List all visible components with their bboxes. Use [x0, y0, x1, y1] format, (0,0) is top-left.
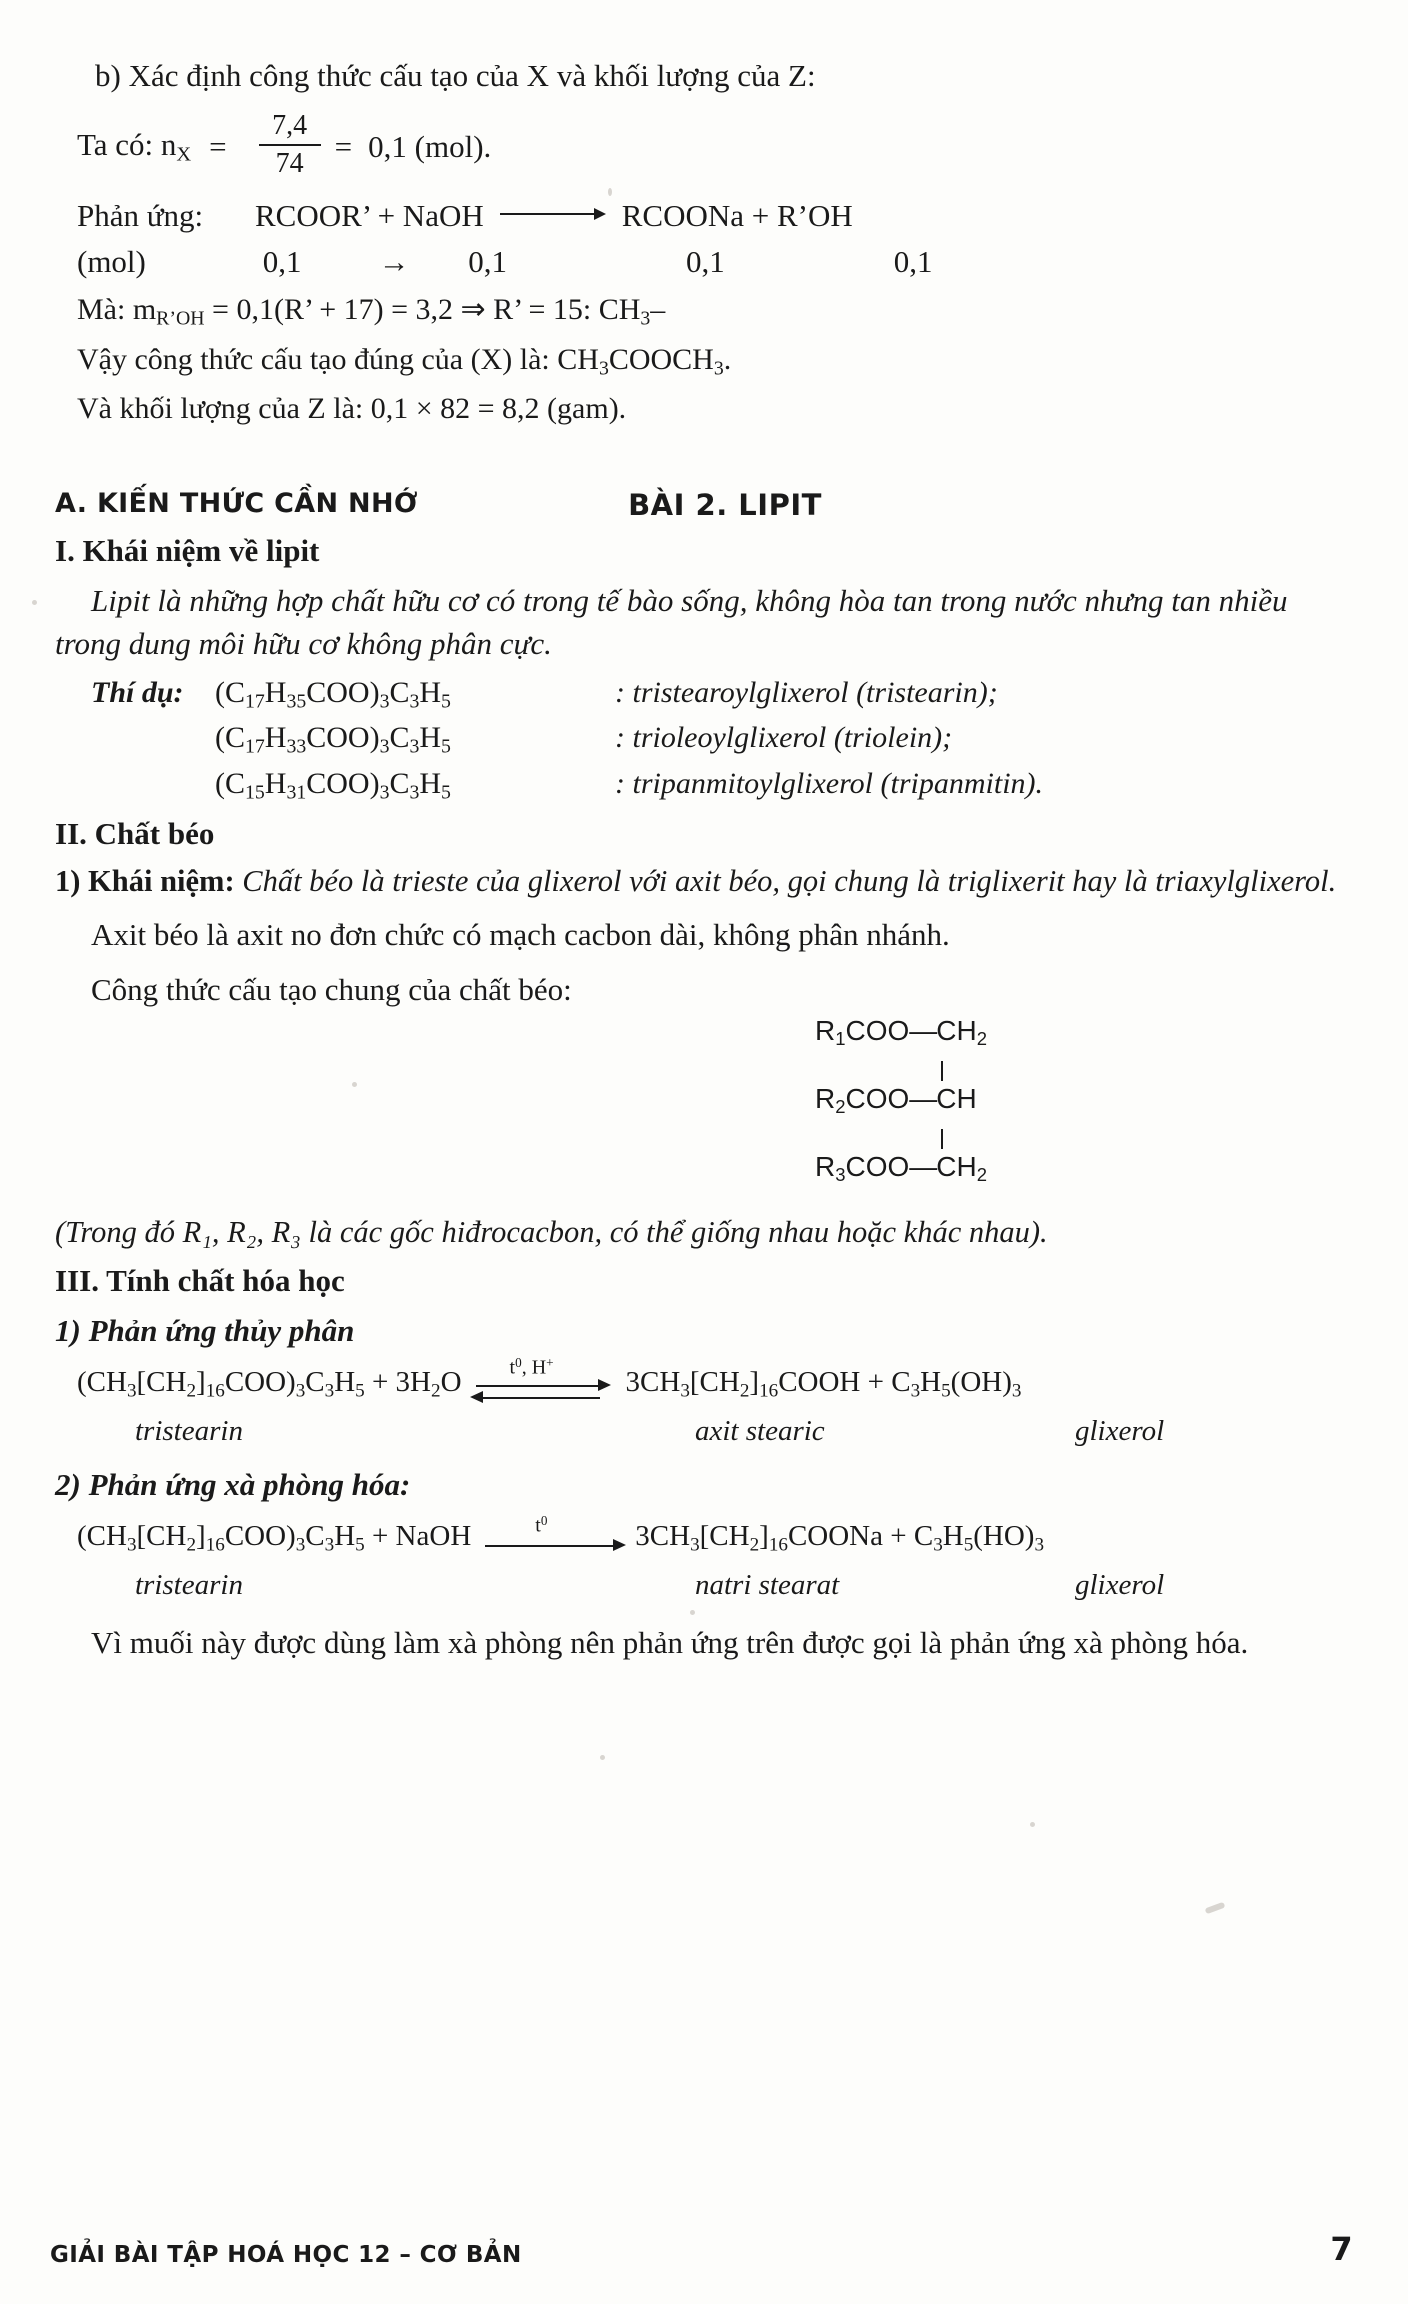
reaction-products: RCOONa + R’OH: [621, 198, 853, 233]
vay-subscript-1: 3: [598, 357, 609, 380]
solution-b-heading: b) Xác định công thức cấu tạo của X và khối lượng của Z:: [95, 58, 816, 93]
triglyceride-structure: [815, 1017, 1355, 1197]
ma-tail: –: [650, 293, 666, 326]
saponification-equation: [77, 1511, 1355, 1565]
equals-sign-1: =: [209, 129, 227, 164]
saponification-left: $(CH_3[CH_2]_{16}COO)_3C_3H_5$ + NaOH: [77, 1520, 472, 1556]
fraction-bar: [259, 144, 321, 146]
reaction-reactants: RCOOR’ + NaOH: [255, 198, 484, 233]
reaction-2-heading: 2) Phản ứng xà phòng hóa:: [55, 1467, 411, 1503]
khai-niem-text: Chất béo là trieste của glixerol với axit béo, gọi chung là triglixerit hay là triaxylglixerol.: [242, 864, 1337, 899]
caption-glixerol-2: glixerol: [1075, 1569, 1165, 1602]
mol-value-1: 0,1: [262, 244, 302, 279]
reaction-equation-row: [77, 198, 1355, 234]
n-x-subscript: X: [176, 143, 192, 166]
reaction-arrow-2-icon: [479, 1511, 627, 1565]
ma-subscript-2: 3: [640, 307, 651, 330]
mol-arrow: →: [378, 244, 410, 279]
part-2-heading: II. Chất béo: [55, 816, 215, 852]
example-formula-3: $(C_{15}H_{31}COO)_3C_3H_5$: [215, 766, 451, 804]
vay-line: [77, 343, 1355, 381]
section-a-heading: A. KIẾN THỨC CẦN NHỚ: [55, 488, 418, 520]
saponification-right: $3CH_3[CH_2]_{16}COONa + C_3H_5(HO)_3$: [635, 1520, 1045, 1556]
n-x-calculation: [77, 110, 1355, 184]
lipit-definition: Lipit là những hợp chất hữu cơ có trong tế bào sống, không hòa tan trong nước nhưng tan nhiều trong dung môi hữu cơ không phân cực.: [55, 583, 1288, 662]
ma-subscript: R’OH: [156, 307, 205, 330]
khai-niem-paragraph: [55, 860, 1355, 902]
congthuc-line: Công thức cấu tạo chung của chất béo:: [91, 971, 572, 1007]
paper-speck: [600, 1755, 605, 1760]
khoiluong-line: Và khối lượng của Z là: 0,1 × 82 = 8,2 (gam).: [77, 392, 627, 426]
axit-beo-line: Axit béo là axit no đơn chức có mạch cacbon dài, không phân nhánh.: [91, 916, 950, 952]
part-3-heading: III. Tính chất hóa học: [55, 1263, 345, 1299]
lesson-title: BÀI 2. LIPIT: [628, 488, 822, 523]
part-1-heading: I. Khái niệm về lipit: [55, 533, 320, 569]
reaction-condition-1: $t^0$, H+: [509, 1355, 554, 1379]
fraction-denominator: 74: [275, 148, 304, 179]
vay-tail: .: [723, 342, 732, 376]
reaction-arrow-icon: [500, 208, 606, 220]
hydrolysis-right: $3CH_3[CH_2]_{16}COOH + C_3H_5(OH)_3$: [625, 1366, 1022, 1402]
footer-page-number: 7: [1330, 2230, 1353, 2268]
example-name-1: : tristearoylglixerol (tristearin);: [615, 675, 998, 709]
fraction: [259, 111, 321, 179]
example-name-3: : tripanmitoylglixerol (tripanmitin).: [615, 766, 1044, 800]
structure-line-2: $R_2COO—CH$: [815, 1083, 977, 1118]
vay-mid: COOCH: [608, 342, 714, 376]
n-x-value: 0,1 (mol).: [368, 129, 492, 164]
bond-line-1: [941, 1061, 943, 1081]
saponification-captions: [55, 1569, 1355, 1609]
reaction-condition-2: $t^0$: [535, 1513, 548, 1537]
vay-prefix: Vậy công thức cấu tạo đúng của (X) là: CH: [77, 342, 599, 376]
example-formula-2: $(C_{17}H_{33}COO)_3C_3H_5$: [215, 721, 451, 758]
mol-value-4: 0,1: [893, 244, 933, 279]
equilibrium-arrow-icon: [470, 1357, 618, 1411]
reaction-label: Phản ứng:: [77, 198, 204, 233]
hydrolysis-left: $(CH_3[CH_2]_{16}COO)_3C_3H_5 + 3H_2O$: [77, 1366, 462, 1402]
ma-line: [77, 292, 1355, 331]
ma-prefix: Mà: m: [77, 293, 157, 326]
hydrolysis-equation: [77, 1357, 1355, 1411]
footer-book-title: GIẢI BÀI TẬP HOÁ HỌC 12 – CƠ BẢN: [50, 2242, 522, 2268]
paper-speck: [1205, 1902, 1226, 1914]
khai-niem-label: 1) Khái niệm:: [55, 864, 235, 899]
mol-value-3: 0,1: [686, 244, 725, 279]
structure-note: (Trong đó R₁, R₂, R₃ là các gốc hiđrocacbon, có thể giống nhau hoặc khác nhau).: [55, 1215, 1048, 1250]
caption-tristearin-2: tristearin: [135, 1569, 243, 1602]
ma-rest: = 0,1(R’ + 17) = 3,2 ⇒ R’ = 15: CH: [204, 293, 641, 326]
caption-glixerol-1: glixerol: [1075, 1415, 1165, 1448]
caption-tristearin-1: tristearin: [135, 1415, 243, 1448]
n-x-label: Ta có: $n_X$: [77, 127, 192, 166]
page-footer: [50, 2230, 1353, 2268]
example-name-2: : trioleoylglixerol (triolein);: [615, 721, 953, 755]
fraction-numerator: 7,4: [272, 109, 308, 141]
bond-line-2: [941, 1129, 943, 1149]
paper-speck: [1030, 1822, 1035, 1827]
mol-label: (mol): [77, 244, 146, 279]
mol-value-2: 0,1: [468, 244, 507, 279]
examples-table: [55, 676, 1355, 805]
caption-axit-stearic: axit stearic: [695, 1415, 825, 1448]
equals-sign-2: =: [334, 129, 353, 164]
reaction-1-heading: 1) Phản ứng thủy phân: [55, 1313, 355, 1349]
structure-line-3: $R_3COO—CH_2$: [815, 1151, 988, 1186]
closing-paragraph: [55, 1621, 1355, 1664]
caption-natri-stearat: natri stearat: [695, 1569, 840, 1602]
mol-quantities-row: [77, 244, 1355, 280]
example-label: Thí dụ:: [91, 675, 184, 709]
paper-speck: [32, 600, 37, 605]
page-content: [55, 58, 1355, 1665]
example-formula-1: $(C_{17}H_{35}COO)_3C_3H_5$: [215, 675, 451, 713]
closing-text: Vì muối này được dùng làm xà phòng nên phản ứng trên được gọi là phản ứng xà phòng hóa.: [91, 1625, 1249, 1661]
vay-subscript-2: 3: [713, 357, 724, 380]
structure-line-1: $R_1COO—CH_2$: [815, 1015, 988, 1050]
hydrolysis-captions: [55, 1415, 1355, 1455]
